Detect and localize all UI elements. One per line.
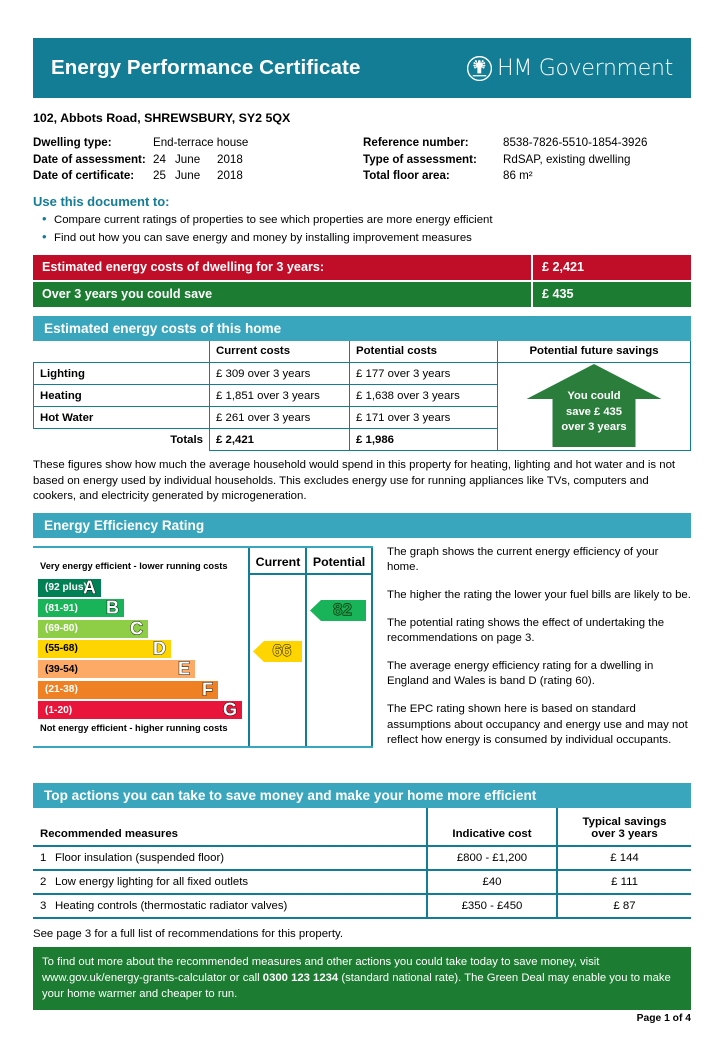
total-floor-area: 86 m² <box>503 169 533 182</box>
col-blank <box>34 341 210 363</box>
hotwater-current-cost: £ 261 over 3 years <box>210 407 350 429</box>
measure-text: Heating controls (thermostatic radiator valves) <box>55 899 288 912</box>
certificate-year: 2018 <box>217 169 243 182</box>
totals-potential: £ 1,986 <box>350 429 498 451</box>
certificate-month: June <box>175 169 201 182</box>
current-rating-value: 66 <box>272 641 292 661</box>
meta-key: Date of certificate: <box>33 169 135 182</box>
page-header <box>33 38 691 98</box>
potential-saving-banner <box>33 282 691 307</box>
table-row <box>33 894 691 918</box>
potential-saving-value: £ 435 <box>531 282 691 307</box>
eer-paragraph: The average energy efficiency rating for a dwelling in England and Wales is band D (rating 60). <box>387 659 654 688</box>
column-header-potential: Potential <box>312 554 366 569</box>
page-title: Energy Performance Certificate <box>51 56 361 79</box>
top-actions-title: Top actions you can take to save money and make your home more efficient <box>33 783 691 808</box>
meta-key: Type of assessment: <box>363 152 477 166</box>
meta-value: End-terrace house <box>153 136 249 149</box>
table-row <box>33 846 691 870</box>
measure-cost: £800 - £1,200 <box>427 846 557 870</box>
column-header-current: Current <box>255 554 301 569</box>
estimated-cost-value: £ 2,421 <box>531 255 691 280</box>
graph-header-rule <box>248 573 373 575</box>
assessment-type: RdSAP, existing dwelling <box>503 152 631 166</box>
meta-key: Date of assessment: <box>33 152 146 166</box>
measure-number: 1 <box>40 851 47 864</box>
band-b-range: (81-91) <box>45 602 78 614</box>
band-c-range: (69-80) <box>45 623 78 635</box>
estimated-cost-label: Estimated energy costs of dwelling for 3 years: <box>42 260 325 274</box>
col-typical-savings <box>557 808 691 846</box>
totals-label: Totals <box>34 429 210 451</box>
col-savings-line-1: Typical savings <box>582 815 667 828</box>
costs-note: These figures show how much the average household would spend in this property for heating, lighting and hot water and is not based on energy used by individual households. This excludes energy use for running appliances like TVs, computers and cookers, and electricity generated by microgeneration. <box>33 459 676 503</box>
measure-savings: £ 144 <box>557 846 691 870</box>
col-indicative-cost: Indicative cost <box>427 808 557 846</box>
eer-graph <box>33 545 373 750</box>
col-current-costs: Current costs <box>210 341 350 363</box>
eer-paragraph: The higher the rating the lower your fuel bills are likely to be. <box>387 588 691 601</box>
footer-phone: 0300 123 1234 <box>262 971 339 984</box>
band-c-letter: C <box>130 618 143 639</box>
heating-current-cost: £ 1,851 over 3 years <box>210 385 350 407</box>
property-meta <box>33 135 691 185</box>
measure-cell <box>33 846 427 870</box>
band-e <box>38 660 195 678</box>
graph-top-rule <box>33 546 373 548</box>
use-document-list <box>33 212 691 246</box>
totals-current: £ 2,421 <box>210 429 350 451</box>
measure-text: Low energy lighting for all fixed outlets <box>55 875 249 888</box>
band-e-range: (39-54) <box>45 663 78 675</box>
measure-savings: £ 111 <box>557 870 691 894</box>
house-line-1: You could <box>567 390 621 402</box>
eer-bands <box>38 579 252 722</box>
graph-divider-3 <box>371 548 373 746</box>
meta-key: Total floor area: <box>363 169 450 182</box>
band-d-letter: D <box>153 638 166 659</box>
hm-government-brand <box>467 56 673 81</box>
potential-saving-label: Over 3 years you could save <box>42 287 213 301</box>
measure-number: 2 <box>40 875 47 888</box>
graph-divider-2 <box>305 548 307 746</box>
band-b-letter: B <box>106 597 119 618</box>
house-line-3: over 3 years <box>561 421 627 433</box>
meta-key: Dwelling type: <box>33 136 112 149</box>
band-f-range: (21-38) <box>45 684 78 696</box>
measure-cell <box>33 870 427 894</box>
measure-savings: £ 87 <box>557 894 691 918</box>
certificate-day: 25 <box>153 169 166 182</box>
table-row <box>34 363 691 385</box>
energy-costs-table <box>33 341 691 452</box>
meta-key: Reference number: <box>363 136 469 149</box>
assessment-day: 24 <box>153 152 166 166</box>
house-line-2: save £ 435 <box>566 405 622 418</box>
measure-cost: £40 <box>427 870 557 894</box>
band-g <box>38 701 242 719</box>
band-d-range: (55-68) <box>45 643 78 655</box>
band-a <box>38 579 101 597</box>
eer-section-title: Energy Efficiency Rating <box>33 513 691 538</box>
col-recommended-measures: Recommended measures <box>33 808 427 846</box>
eer-caption-top: Very energy efficient - lower running costs <box>40 560 228 571</box>
col-potential-costs: Potential costs <box>350 341 498 363</box>
lighting-current-cost: £ 309 over 3 years <box>210 363 350 385</box>
epc-page <box>0 38 724 1062</box>
assessment-month: June <box>175 152 201 166</box>
col-savings-line-2: over 3 years <box>591 827 658 840</box>
footer-text-a: To find out more about the recommended measures and other actions you could take today to save money, visit www.gov.uk/energy-grants-calculator or call <box>42 955 600 984</box>
recommendations-table <box>33 808 691 919</box>
potential-rating-marker <box>310 599 366 622</box>
potential-rating-value: 82 <box>333 600 352 620</box>
brand-label: HM Government <box>497 55 673 81</box>
footer-text-b: (standard national rate). The Green Deal may enable you to make your home warmer and cheaper to run. <box>42 971 671 1000</box>
band-a-range: (92 plus) <box>45 582 87 594</box>
measure-number: 3 <box>40 899 47 912</box>
assessment-year: 2018 <box>217 152 243 166</box>
row-label-heating: Heating <box>34 385 210 407</box>
measure-cost: £350 - £450 <box>427 894 557 918</box>
lighting-potential-cost: £ 177 over 3 years <box>350 363 498 385</box>
band-g-range: (1-20) <box>45 704 73 716</box>
reference-number: 8538-7826-5510-1854-3926 <box>503 136 648 149</box>
band-a-letter: A <box>83 577 96 598</box>
row-label-lighting: Lighting <box>34 363 210 385</box>
use-document-heading: Use this document to: <box>33 193 170 209</box>
band-e-letter: E <box>177 658 190 679</box>
table-header-row <box>34 341 691 363</box>
eer-paragraph: The graph shows the current energy efficiency of your home. <box>387 545 659 574</box>
table-header-row <box>33 808 691 846</box>
see-page-note: See page 3 for a full list of recommendations for this property. <box>33 927 344 940</box>
eer-paragraph: The EPC rating shown here is based on standard assumptions about occupancy and energy use and may not reflect how energy is consumed by individual occupants. <box>387 702 688 747</box>
list-item: • Compare current ratings of properties to see which properties are more energy efficient <box>33 212 691 228</box>
page-number: Page 1 of 4 <box>636 1012 691 1024</box>
property-address: 102, Abbots Road, SHREWSBURY, SY2 5QX <box>33 111 291 125</box>
estimated-cost-banner <box>33 255 691 280</box>
eer-explanation <box>373 545 691 761</box>
table-row <box>33 870 691 894</box>
hotwater-potential-cost: £ 171 over 3 years <box>350 407 498 429</box>
eer-caption-bottom: Not energy efficient - higher running costs <box>40 722 228 733</box>
list-item: • Find out how you can save energy and money by installing improvement measures <box>33 230 691 246</box>
costs-section-title: Estimated energy costs of this home <box>33 316 691 341</box>
measure-text: Floor insulation (suspended floor) <box>55 851 225 864</box>
band-f-letter: F <box>202 679 213 700</box>
band-g-letter: G <box>222 699 237 720</box>
band-c <box>38 620 148 638</box>
col-potential-savings: Potential future savings <box>498 341 691 363</box>
measure-cell <box>33 894 427 918</box>
band-d <box>38 640 171 658</box>
heating-potential-cost: £ 1,638 over 3 years <box>350 385 498 407</box>
royal-crest-icon <box>467 56 492 81</box>
row-label-hot-water: Hot Water <box>34 407 210 429</box>
graph-bottom-rule <box>33 746 373 748</box>
savings-house-graphic <box>498 363 691 451</box>
green-deal-footer <box>33 947 691 1010</box>
eer-paragraph: The potential rating shows the effect of undertaking the recommendations on page 3. <box>387 616 665 645</box>
band-b <box>38 599 124 617</box>
current-rating-marker <box>253 640 302 663</box>
eer-section <box>33 545 691 761</box>
band-f <box>38 681 218 699</box>
